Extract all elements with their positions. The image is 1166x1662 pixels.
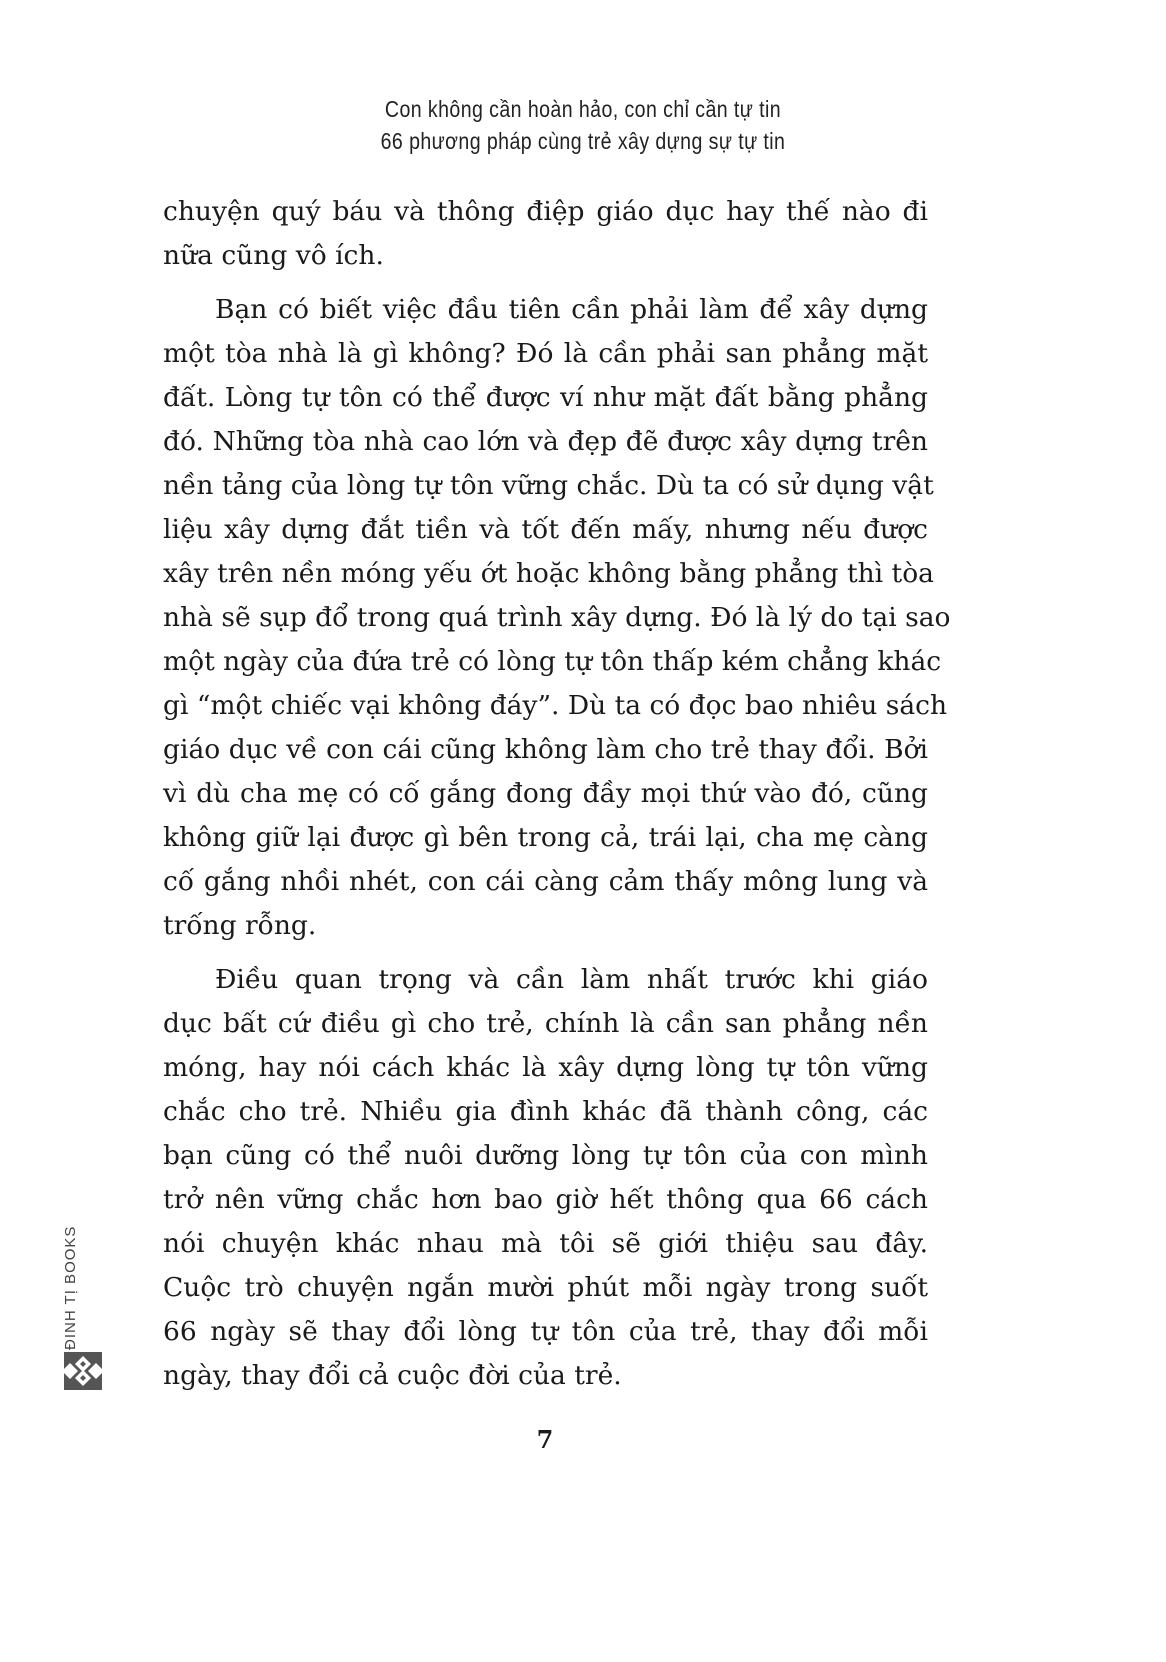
text-line: dục bất cứ điều gì cho trẻ, chính là cần san phẳng nền <box>163 1008 928 1039</box>
text-line: cố gắng nhồi nhét, con cái càng cảm thấy mông lung và <box>163 866 928 897</box>
text-line: nhà sẽ sụp đổ trong quá trình xây dựng. Đó là lý do tại sao <box>163 602 951 633</box>
text-line: Cuộc trò chuyện ngắn mười phút mỗi ngày trong suốt <box>163 1272 928 1303</box>
text-line: móng, hay nói cách khác là xây dựng lòng tự tôn vững <box>163 1052 928 1083</box>
text-line: nền tảng của lòng tự tôn vững chắc. Dù ta có sử dụng vật <box>163 470 934 501</box>
text-line: trở nên vững chắc hơn bao giờ hết thông qua 66 cách <box>163 1184 928 1215</box>
text-line: trống rỗng. <box>163 910 317 941</box>
text-line: liệu xây dựng đắt tiền và tốt đến mấy, nhưng nếu được <box>163 514 928 545</box>
page-number: 7 <box>536 1425 554 1454</box>
text-line: Điều quan trọng và cần làm nhất trước khi giáo <box>215 964 928 995</box>
text-line: ngày, thay đổi cả cuộc đời của trẻ. <box>163 1360 622 1391</box>
text-line: chuyện quý báu và thông điệp giáo dục hay thế nào đi <box>163 196 928 227</box>
text-line: một ngày của đứa trẻ có lòng tự tôn thấp kém chẳng khác <box>163 646 942 677</box>
text-line: chắc cho trẻ. Nhiều gia đình khác đã thành công, các <box>163 1096 928 1127</box>
running-header-title: Con không cần hoàn hảo, con chỉ cần tự tin <box>384 96 782 122</box>
text-line: nữa cũng vô ích. <box>163 240 384 271</box>
text-line: xây trên nền móng yếu ớt hoặc không bằng phẳng thì tòa <box>163 558 934 589</box>
text-line: bạn cũng có thể nuôi dưỡng lòng tự tôn của con mình <box>163 1140 928 1171</box>
paragraph <box>163 288 951 948</box>
text-line: đất. Lòng tự tôn có thể được ví như mặt đất bằng phẳng <box>163 382 928 413</box>
publisher-logo-text: ĐINH TỊ BOOKS <box>62 1225 79 1350</box>
text-line: 66 ngày sẽ thay đổi lòng tự tôn của trẻ, thay đổi mỗi <box>163 1316 928 1347</box>
text-line: không giữ lại được gì bên trong cả, trái lại, cha mẹ càng <box>163 822 928 853</box>
publisher-diamond-icon <box>64 1352 102 1390</box>
paragraph <box>163 190 928 278</box>
text-line: nói chuyện khác nhau mà tôi sẽ giới thiệu sau đây. <box>163 1228 928 1259</box>
text-line: gì “một chiếc vại không đáy”. Dù ta có đọc bao nhiêu sách <box>163 690 948 721</box>
running-header-subtitle: 66 phương pháp cùng trẻ xây dựng sự tự tin <box>380 128 786 154</box>
text-line: Bạn có biết việc đầu tiên cần phải làm để xây dựng <box>215 294 928 325</box>
paragraph <box>163 958 928 1398</box>
text-line: đó. Những tòa nhà cao lớn và đẹp đẽ được xây dựng trên <box>163 426 928 457</box>
text-line: vì dù cha mẹ có cố gắng đong đầy mọi thứ vào đó, cũng <box>163 778 928 809</box>
text-line: một tòa nhà là gì không? Đó là cần phải san phẳng mặt <box>163 338 928 369</box>
body-text <box>163 190 951 1408</box>
text-line: giáo dục về con cái cũng không làm cho trẻ thay đổi. Bởi <box>163 734 928 765</box>
